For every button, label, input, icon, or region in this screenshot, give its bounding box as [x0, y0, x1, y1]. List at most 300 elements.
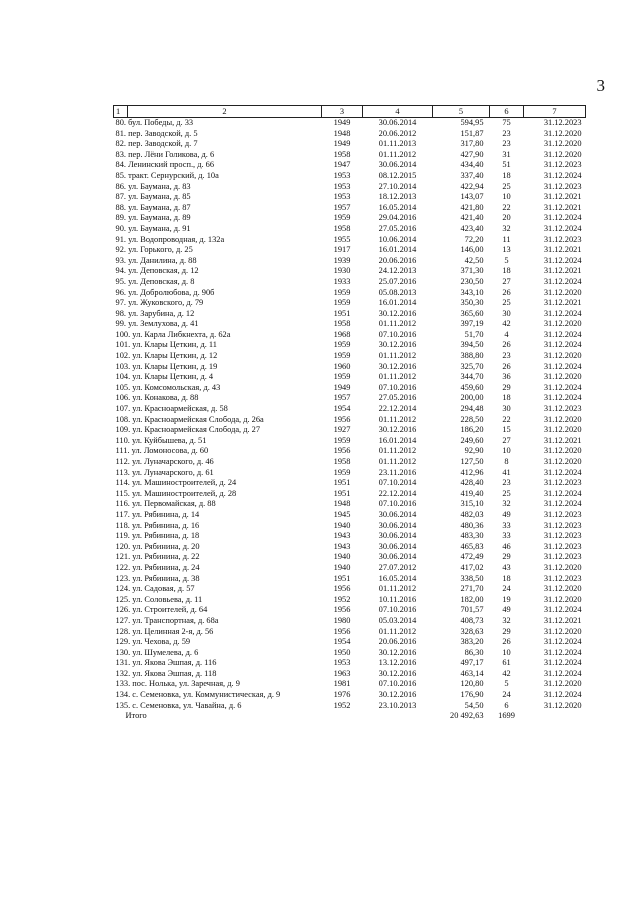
date-cell: 20.06.2012 [378, 128, 417, 138]
year-cell: 1953 [333, 181, 351, 191]
table-row [114, 362, 586, 373]
column-header: 1 [114, 106, 128, 118]
address-cell: 108. ул. Красноармейская Слобода, д. 26а [115, 414, 264, 424]
area-cell: 325,70 [460, 361, 484, 371]
year-cell: 1951 [333, 478, 351, 488]
table-row [114, 468, 586, 479]
address-cell: 129. ул. Чехова, д. 59 [115, 637, 191, 647]
deadline-cell: 31.12.2023 [543, 404, 582, 414]
date-cell: 01.11.2012 [378, 372, 417, 382]
date-cell: 13.12.2016 [378, 658, 417, 668]
deadline-cell: 31.12.2024 [543, 382, 582, 392]
deadline-cell: 31.12.2023 [543, 520, 582, 530]
table-row [114, 595, 586, 606]
date-cell: 27.05.2016 [378, 393, 417, 403]
residents-cell: 51 [502, 160, 511, 170]
year-cell: 1959 [333, 467, 351, 477]
residents-cell: 6 [504, 700, 509, 710]
deadline-cell: 31.12.2024 [543, 637, 582, 647]
address-cell: 100. ул. Карла Либкнехта, д. 62а [115, 329, 231, 339]
area-cell: 143,07 [460, 192, 484, 202]
date-cell: 07.10.2016 [378, 605, 417, 615]
deadline-cell: 31.12.2024 [543, 658, 582, 668]
residents-cell: 26 [502, 361, 511, 371]
table-row [114, 415, 586, 426]
column-header: 6 [490, 106, 524, 118]
area-cell: 397,19 [460, 319, 484, 329]
residents-cell: 46 [502, 541, 511, 551]
table-row [114, 139, 586, 150]
area-cell: 338,50 [460, 573, 484, 583]
total-residents: 1699 [498, 711, 515, 721]
residents-cell: 30 [502, 404, 511, 414]
date-cell: 30.06.2014 [378, 160, 417, 170]
date-cell: 30.06.2014 [378, 520, 417, 530]
area-cell: 419,40 [460, 488, 484, 498]
area-cell: 371,30 [460, 266, 484, 276]
area-cell: 343,10 [460, 287, 484, 297]
deadline-cell: 31.12.2021 [543, 266, 582, 276]
deadline-cell: 31.12.2020 [543, 700, 582, 710]
year-cell: 1959 [333, 351, 351, 361]
table-row [114, 457, 586, 468]
area-cell: 497,17 [460, 658, 484, 668]
table-row [114, 383, 586, 394]
area-cell: 482,03 [460, 509, 484, 519]
address-cell: 126. ул. Строителей, д. 64 [115, 605, 208, 615]
residents-cell: 8 [504, 457, 509, 466]
deadline-cell: 31.12.2024 [543, 647, 582, 657]
deadline-cell: 31.12.2024 [543, 361, 582, 371]
deadline-cell: 31.12.2024 [543, 308, 582, 318]
residents-cell: 24 [502, 690, 511, 700]
area-cell: 428,40 [460, 478, 484, 488]
address-cell: 109. ул. Красноармейская Слобода, д. 27 [115, 425, 261, 435]
residents-cell: 61 [502, 658, 511, 668]
area-cell: 328,63 [460, 626, 484, 636]
date-cell: 05.08.2013 [378, 287, 417, 297]
deadline-cell: 31.12.2023 [543, 118, 582, 127]
area-cell: 417,02 [460, 562, 484, 572]
area-cell: 146,00 [460, 245, 484, 255]
date-cell: 07.10.2014 [378, 478, 417, 488]
residents-cell: 15 [502, 425, 511, 435]
date-cell: 30.12.2016 [378, 647, 417, 657]
residents-cell: 36 [502, 372, 511, 382]
area-cell: 127,50 [460, 457, 484, 466]
deadline-cell: 31.12.2023 [543, 541, 582, 551]
year-cell: 1968 [333, 329, 351, 339]
date-cell: 16.05.2014 [378, 573, 417, 583]
year-cell: 1956 [333, 584, 351, 594]
year-cell: 1951 [333, 308, 351, 318]
year-cell: 1947 [333, 160, 351, 170]
year-cell: 1940 [333, 552, 351, 562]
year-cell: 1958 [333, 223, 351, 233]
deadline-cell: 31.12.2024 [543, 340, 582, 350]
address-cell: 118. ул. Рябинина, д. 16 [115, 520, 200, 530]
address-cell: 99. ул. Землухова, д. 41 [115, 319, 199, 329]
residents-cell: 75 [502, 118, 511, 127]
address-cell: 119. ул. Рябинина, д. 18 [115, 531, 200, 541]
area-cell: 421,80 [460, 202, 484, 212]
address-cell: 88. ул. Баумана, д. 87 [115, 202, 191, 212]
address-cell: 84. Ленинский просп., д. 66 [115, 160, 215, 170]
year-cell: 1943 [333, 531, 351, 541]
year-cell: 1939 [333, 255, 351, 265]
area-cell: 463,14 [460, 668, 484, 678]
area-cell: 434,40 [460, 160, 484, 170]
table-row [114, 627, 586, 638]
residents-cell: 13 [502, 245, 511, 255]
date-cell: 22.12.2014 [378, 404, 417, 414]
table-row [114, 224, 586, 235]
table-row [114, 213, 586, 224]
table-row [114, 436, 586, 447]
table-row [114, 478, 586, 489]
year-cell: 1930 [333, 266, 351, 276]
year-cell: 1949 [333, 118, 351, 127]
year-cell: 1959 [333, 287, 351, 297]
column-header: 4 [363, 106, 433, 118]
table-row [114, 288, 586, 299]
deadline-cell: 31.12.2023 [543, 181, 582, 191]
date-cell: 07.10.2016 [378, 499, 417, 509]
deadline-cell: 31.12.2023 [543, 234, 582, 244]
date-cell: 30.12.2016 [378, 668, 417, 678]
residents-cell: 24 [502, 584, 511, 594]
residents-cell: 5 [504, 255, 509, 265]
area-cell: 350,30 [460, 298, 484, 308]
area-cell: 344,70 [460, 372, 484, 382]
deadline-cell: 31.12.2021 [543, 192, 582, 202]
table-row [114, 648, 586, 659]
address-cell: 92. ул. Горького, д. 25 [115, 245, 193, 255]
residents-cell: 27 [502, 435, 511, 445]
table-row [114, 235, 586, 246]
table-row [114, 203, 586, 214]
address-cell: 87. ул. Баумана, д. 85 [115, 192, 191, 202]
residents-cell: 23 [502, 128, 511, 138]
year-cell: 1956 [333, 414, 351, 424]
address-cell: 123. ул. Рябинина, д. 38 [115, 573, 200, 583]
address-cell: 95. ул. Деповская, д. 8 [115, 276, 195, 286]
date-cell: 30.12.2016 [378, 425, 417, 435]
table-row [114, 510, 586, 521]
table-row [114, 330, 586, 341]
table-row [114, 658, 586, 669]
table-row [114, 605, 586, 616]
area-cell: 51,70 [464, 329, 484, 339]
address-cell: 98. ул. Зарубина, д. 12 [115, 308, 195, 318]
year-cell: 1955 [333, 234, 351, 244]
deadline-cell: 31.12.2021 [543, 202, 582, 212]
address-cell: 115. ул. Машиностроителей, д. 28 [115, 488, 237, 498]
date-cell: 24.12.2013 [378, 266, 417, 276]
area-cell: 72,20 [464, 234, 484, 244]
deadline-cell: 31.12.2020 [543, 562, 582, 572]
year-cell: 1949 [333, 382, 351, 392]
deadline-cell: 31.12.2024 [543, 276, 582, 286]
residents-cell: 22 [502, 414, 511, 424]
table-row [114, 150, 586, 161]
deadline-cell: 31.12.2023 [543, 160, 582, 170]
date-cell: 30.12.2016 [378, 340, 417, 350]
residents-cell: 26 [502, 287, 511, 297]
address-cell: 135. с. Семеновка, ул. Чавайна, д. 6 [115, 700, 242, 710]
address-cell: 131. ул. Якова Эшпая, д. 116 [115, 658, 217, 668]
date-cell: 08.12.2015 [378, 170, 417, 180]
address-cell: 125. ул. Соловьева, д. 11 [115, 594, 203, 604]
address-cell: 83. пер. Лёни Голикова, д. 6 [115, 149, 215, 159]
date-cell: 16.01.2014 [378, 298, 417, 308]
area-cell: 42,50 [464, 255, 484, 265]
address-cell: 107. ул. Красноармейская, д. 58 [115, 404, 228, 414]
deadline-cell: 31.12.2024 [543, 467, 582, 477]
residents-cell: 18 [502, 573, 511, 583]
deadline-cell: 31.12.2024 [543, 499, 582, 509]
residents-cell: 26 [502, 340, 511, 350]
year-cell: 1952 [333, 700, 351, 710]
table-row [114, 552, 586, 563]
deadline-cell: 31.12.2020 [543, 457, 582, 466]
area-cell: 459,60 [460, 382, 484, 392]
area-cell: 408,73 [460, 615, 484, 625]
year-cell: 1948 [333, 128, 351, 138]
area-cell: 228,50 [460, 414, 484, 424]
total-deadline-cell [524, 711, 586, 722]
date-cell: 18.12.2013 [378, 192, 417, 202]
table-row [114, 298, 586, 309]
table-row [114, 616, 586, 627]
year-cell: 1940 [333, 520, 351, 530]
date-cell: 05.03.2014 [378, 615, 417, 625]
date-cell: 20.06.2016 [378, 255, 417, 265]
residents-cell: 33 [502, 520, 511, 530]
table-row [114, 404, 586, 415]
table-row [114, 351, 586, 362]
address-cell: 105. ул. Комсомольская, д. 43 [115, 382, 221, 392]
table-row [114, 425, 586, 436]
residents-cell: 42 [502, 668, 511, 678]
year-cell: 1957 [333, 202, 351, 212]
year-cell: 1956 [333, 605, 351, 615]
table-row [114, 393, 586, 404]
address-cell: 80. бул. Победы, д. 33 [115, 118, 194, 127]
year-cell: 1958 [333, 319, 351, 329]
area-cell: 594,95 [460, 118, 484, 127]
table-row [114, 563, 586, 574]
address-cell: 130. ул. Шумелева, д. 6 [115, 647, 199, 657]
year-cell: 1980 [333, 615, 351, 625]
address-cell: 90. ул. Баумана, д. 91 [115, 223, 191, 233]
table-row [114, 542, 586, 553]
address-cell: 91. ул. Водопроводная, д. 132а [115, 234, 225, 244]
area-cell: 271,70 [460, 584, 484, 594]
address-cell: 111. ул. Ломоносова, д. 60 [115, 446, 209, 456]
deadline-cell: 31.12.2021 [543, 615, 582, 625]
deadline-cell: 31.12.2020 [543, 319, 582, 329]
column-header: 3 [322, 106, 363, 118]
year-cell: 1945 [333, 509, 351, 519]
table-row [114, 319, 586, 330]
residents-cell: 10 [502, 446, 511, 456]
year-cell: 1953 [333, 658, 351, 668]
residents-cell: 49 [502, 605, 511, 615]
area-cell: 465,83 [460, 541, 484, 551]
date-cell: 01.11.2012 [378, 149, 417, 159]
area-cell: 294,48 [460, 404, 484, 414]
date-cell: 16.01.2014 [378, 245, 417, 255]
date-cell: 30.06.2014 [378, 541, 417, 551]
deadline-cell: 31.12.2023 [543, 478, 582, 488]
residents-cell: 27 [502, 276, 511, 286]
date-cell: 30.12.2016 [378, 690, 417, 700]
date-cell: 30.12.2016 [378, 361, 417, 371]
housing-table [113, 105, 586, 722]
table-row [114, 171, 586, 182]
year-cell: 1953 [333, 192, 351, 202]
year-cell: 1956 [333, 446, 351, 456]
date-cell: 30.06.2014 [378, 531, 417, 541]
date-cell: 16.01.2014 [378, 435, 417, 445]
year-cell: 1976 [333, 690, 351, 700]
year-cell: 1959 [333, 372, 351, 382]
residents-cell: 5 [504, 679, 509, 689]
address-cell: 127. ул. Транспортная, д. 68а [115, 615, 219, 625]
address-cell: 132. ул. Якова Эшпая, д. 118 [115, 668, 217, 678]
table-row [114, 637, 586, 648]
residents-cell: 23 [502, 478, 511, 488]
year-cell: 1949 [333, 139, 351, 149]
table-row [114, 118, 586, 129]
deadline-cell: 31.12.2024 [543, 605, 582, 615]
year-cell: 1943 [333, 541, 351, 551]
deadline-cell: 31.12.2020 [543, 372, 582, 382]
residents-cell: 26 [502, 637, 511, 647]
address-cell: 89. ул. Баумана, д. 89 [115, 213, 191, 223]
area-cell: 427,90 [460, 149, 484, 159]
residents-cell: 20 [502, 213, 511, 223]
deadline-cell: 31.12.2023 [543, 552, 582, 562]
area-cell: 230,50 [460, 276, 484, 286]
address-cell: 112. ул. Луначарского, д. 46 [115, 457, 214, 466]
area-cell: 421,40 [460, 213, 484, 223]
year-cell: 1959 [333, 340, 351, 350]
address-cell: 104. ул. Клары Цеткин, д. 4 [115, 372, 214, 382]
address-cell: 82. пер. Заводской, д. 7 [115, 139, 198, 149]
residents-cell: 11 [502, 234, 511, 244]
area-cell: 412,96 [460, 467, 484, 477]
area-cell: 394,50 [460, 340, 484, 350]
residents-cell: 18 [502, 393, 511, 403]
deadline-cell: 31.12.2021 [543, 435, 582, 445]
year-cell: 1954 [333, 404, 351, 414]
deadline-cell: 31.12.2020 [543, 351, 582, 361]
table-row [114, 372, 586, 383]
residents-cell: 49 [502, 509, 511, 519]
residents-cell: 25 [502, 298, 511, 308]
year-cell: 1953 [333, 170, 351, 180]
residents-cell: 18 [502, 266, 511, 276]
deadline-cell: 31.12.2021 [543, 245, 582, 255]
residents-cell: 19 [502, 594, 511, 604]
deadline-cell: 31.12.2020 [543, 584, 582, 594]
date-cell: 27.07.2012 [378, 562, 417, 572]
area-cell: 317,80 [460, 139, 484, 149]
year-cell: 1952 [333, 594, 351, 604]
address-cell: 101. ул. Клары Цеткин, д. 11 [115, 340, 217, 350]
date-cell: 07.10.2016 [378, 679, 417, 689]
area-cell: 86,30 [464, 647, 484, 657]
date-cell: 01.11.2012 [378, 414, 417, 424]
deadline-cell: 31.12.2023 [543, 509, 582, 519]
year-cell: 1960 [333, 361, 351, 371]
table-row [114, 690, 586, 701]
residents-cell: 32 [502, 615, 511, 625]
year-cell: 1959 [333, 298, 351, 308]
date-cell: 30.06.2014 [378, 552, 417, 562]
year-cell: 1958 [333, 149, 351, 159]
residents-cell: 32 [502, 223, 511, 233]
date-cell: 01.11.2012 [378, 626, 417, 636]
year-cell: 1933 [333, 276, 351, 286]
year-cell: 1940 [333, 562, 351, 572]
date-cell: 01.11.2013 [378, 139, 417, 149]
table-row [114, 277, 586, 288]
table-row [114, 256, 586, 267]
address-cell: 133. пос. Нолька, ул. Заречная, д. 9 [115, 679, 240, 689]
area-cell: 120,80 [460, 679, 484, 689]
address-cell: 94. ул. Деповская, д. 12 [115, 266, 199, 276]
total-year-cell [322, 711, 363, 722]
area-cell: 249,60 [460, 435, 484, 445]
total-area: 20 492,63 [450, 711, 484, 721]
date-cell: 07.10.2016 [378, 382, 417, 392]
deadline-cell: 31.12.2020 [543, 594, 582, 604]
deadline-cell: 31.12.2020 [543, 679, 582, 689]
year-cell: 1956 [333, 626, 351, 636]
table-body [114, 118, 586, 722]
deadline-cell: 31.12.2023 [543, 573, 582, 583]
table-row [114, 446, 586, 457]
year-cell: 1927 [333, 425, 351, 435]
area-cell: 388,80 [460, 351, 484, 361]
date-cell: 27.05.2016 [378, 223, 417, 233]
deadline-cell: 31.12.2020 [543, 425, 582, 435]
residents-cell: 18 [502, 170, 511, 180]
address-cell: 122. ул. Рябинина, д. 24 [115, 562, 200, 572]
residents-cell: 41 [502, 467, 511, 477]
date-cell: 23.11.2016 [378, 467, 417, 477]
residents-cell: 25 [502, 488, 511, 498]
residents-cell: 22 [502, 202, 511, 212]
address-cell: 124. ул. Садовая, д. 57 [115, 584, 195, 594]
residents-cell: 32 [502, 499, 511, 509]
address-cell: 85. тракт. Сернурский, д. 10а [115, 170, 219, 180]
residents-cell: 23 [502, 351, 511, 361]
date-cell: 01.11.2012 [378, 351, 417, 361]
residents-cell: 23 [502, 139, 511, 149]
deadline-cell: 31.12.2021 [543, 298, 582, 308]
deadline-cell: 31.12.2024 [543, 255, 582, 265]
deadline-cell: 31.12.2020 [543, 414, 582, 424]
area-cell: 383,20 [460, 637, 484, 647]
date-cell: 30.06.2014 [378, 118, 417, 127]
area-cell: 186,20 [460, 425, 484, 435]
table-row [114, 192, 586, 203]
area-cell: 337,40 [460, 170, 484, 180]
